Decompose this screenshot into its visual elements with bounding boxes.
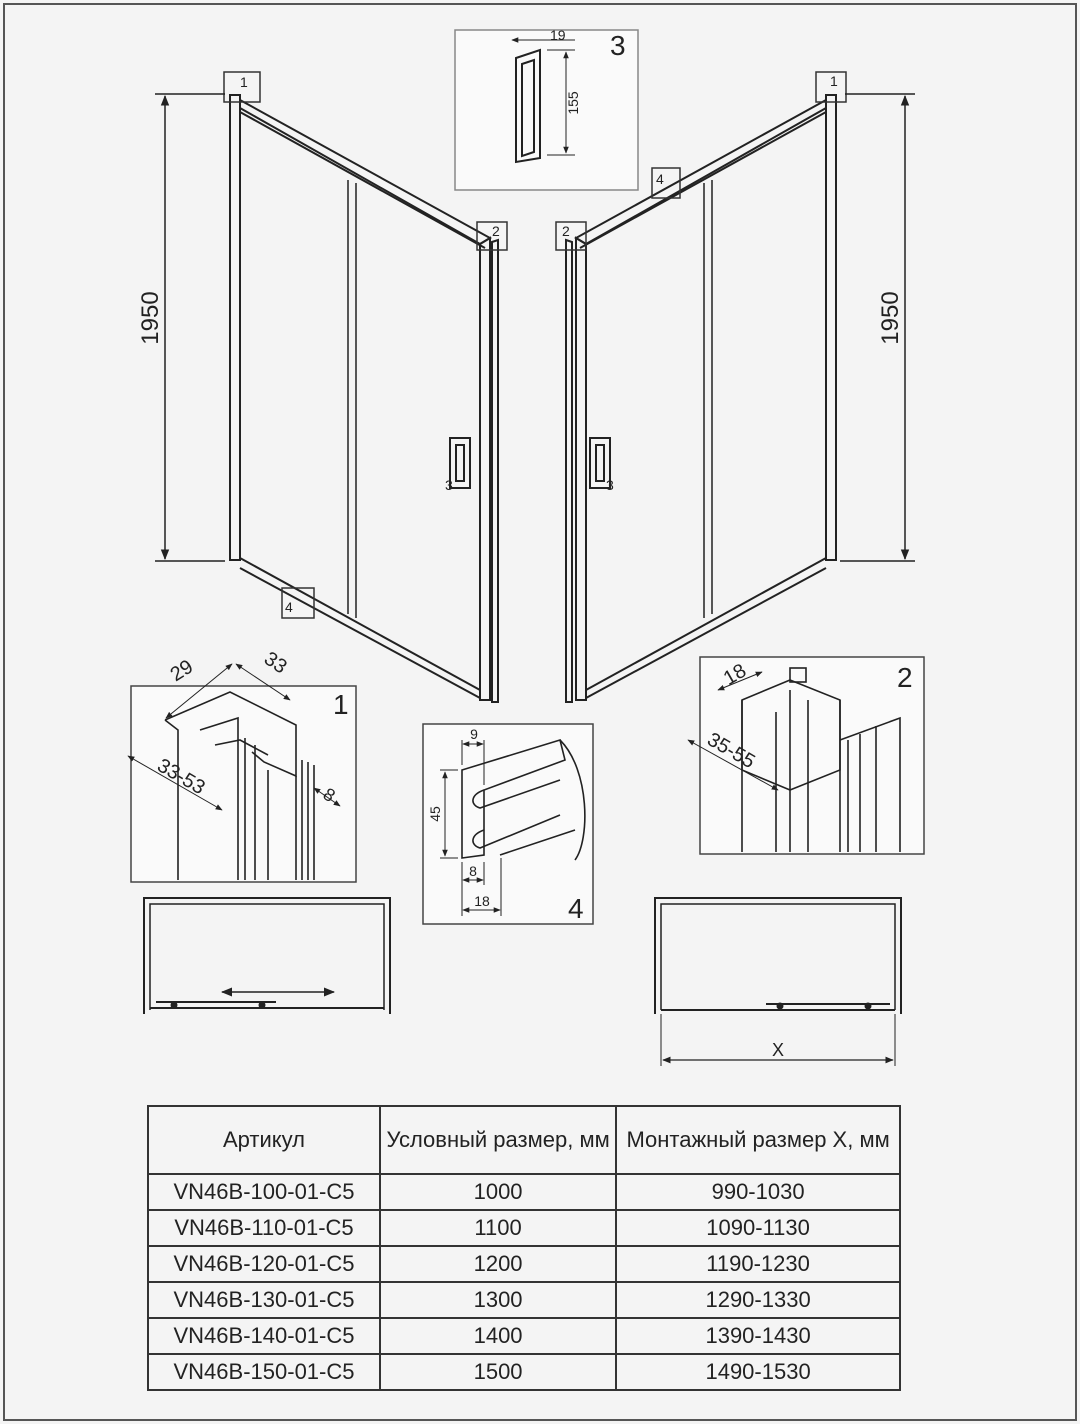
cell-nominal-size: 1300: [380, 1282, 616, 1318]
header-nominal-size: Условный размер, мм: [380, 1106, 616, 1174]
height-label-right: 1950: [877, 291, 904, 345]
table-row: [148, 1246, 900, 1282]
detail-2-number: 2: [897, 662, 913, 693]
height-label-left: 1950: [137, 291, 164, 345]
callout-label-3-right: 3: [606, 477, 614, 493]
detail-3-handle: [455, 27, 638, 190]
header-article: Артикул: [148, 1106, 380, 1174]
cell-nominal-size: 1100: [380, 1210, 616, 1246]
detail-1-number: 1: [333, 689, 349, 720]
header-mounting-size: Монтажный размер X, мм: [616, 1106, 900, 1174]
callout-label-4-right: 4: [656, 171, 664, 187]
cell-mounting-size: 1190-1230: [616, 1246, 900, 1282]
detail-4-number: 4: [568, 893, 584, 924]
cell-nominal-size: 1200: [380, 1246, 616, 1282]
detail-4-profile: [423, 724, 593, 924]
table-header-row: [148, 1106, 900, 1174]
profile-4-dim-d: 18: [474, 893, 490, 909]
table-row: [148, 1354, 900, 1390]
cell-nominal-size: 1400: [380, 1318, 616, 1354]
cell-article: VN46B-110-01-C5: [148, 1210, 380, 1246]
callout-label-1-right: 1: [830, 73, 838, 89]
profile-1-dim-a: 29: [166, 655, 198, 687]
profile-2-dim-a: 18: [719, 659, 751, 690]
cell-mounting-size: 1290-1330: [616, 1282, 900, 1318]
table-row: [148, 1174, 900, 1210]
profile-4-dim-c: 8: [469, 863, 477, 879]
cell-mounting-size: 1090-1130: [616, 1210, 900, 1246]
callout-label-4-left: 4: [285, 599, 293, 615]
detail-2-profile: [688, 657, 924, 854]
cell-article: VN46B-140-01-C5: [148, 1318, 380, 1354]
cell-article: VN46B-130-01-C5: [148, 1282, 380, 1318]
cell-article: VN46B-120-01-C5: [148, 1246, 380, 1282]
handle-width-label: 19: [550, 27, 566, 43]
handle-length-label: 155: [565, 91, 581, 115]
callout-label-2-right: 2: [562, 223, 570, 239]
table-row: [148, 1210, 900, 1246]
callout-label-1-left: 1: [240, 74, 248, 90]
cell-article: VN46B-100-01-C5: [148, 1174, 380, 1210]
spec-table: [147, 1105, 901, 1391]
profile-4-dim-b: 45: [427, 806, 443, 822]
cell-article: VN46B-150-01-C5: [148, 1354, 380, 1390]
profile-1-dim-b: 33: [259, 647, 291, 679]
left-door-handle: [450, 438, 470, 488]
plan-dimension-x-label: X: [771, 1040, 785, 1060]
profile-1-dim-d: 8: [319, 783, 339, 807]
profile-1-dim-c: 33-53: [153, 754, 209, 800]
profile-2-dim-b: 35-55: [703, 728, 759, 774]
detail-3-number: 3: [610, 30, 626, 61]
callout-label-2-left: 2: [492, 223, 500, 239]
cell-mounting-size: 1490-1530: [616, 1354, 900, 1390]
callout-label-3-left: 3: [445, 477, 453, 493]
profile-4-dim-a: 9: [470, 726, 478, 742]
table-row: [148, 1318, 900, 1354]
cell-mounting-size: 990-1030: [616, 1174, 900, 1210]
table-row: [148, 1282, 900, 1318]
cell-mounting-size: 1390-1430: [616, 1318, 900, 1354]
cell-nominal-size: 1000: [380, 1174, 616, 1210]
detail-1-profile: [128, 648, 356, 882]
plan-view-left: [144, 898, 390, 1014]
cell-nominal-size: 1500: [380, 1354, 616, 1390]
